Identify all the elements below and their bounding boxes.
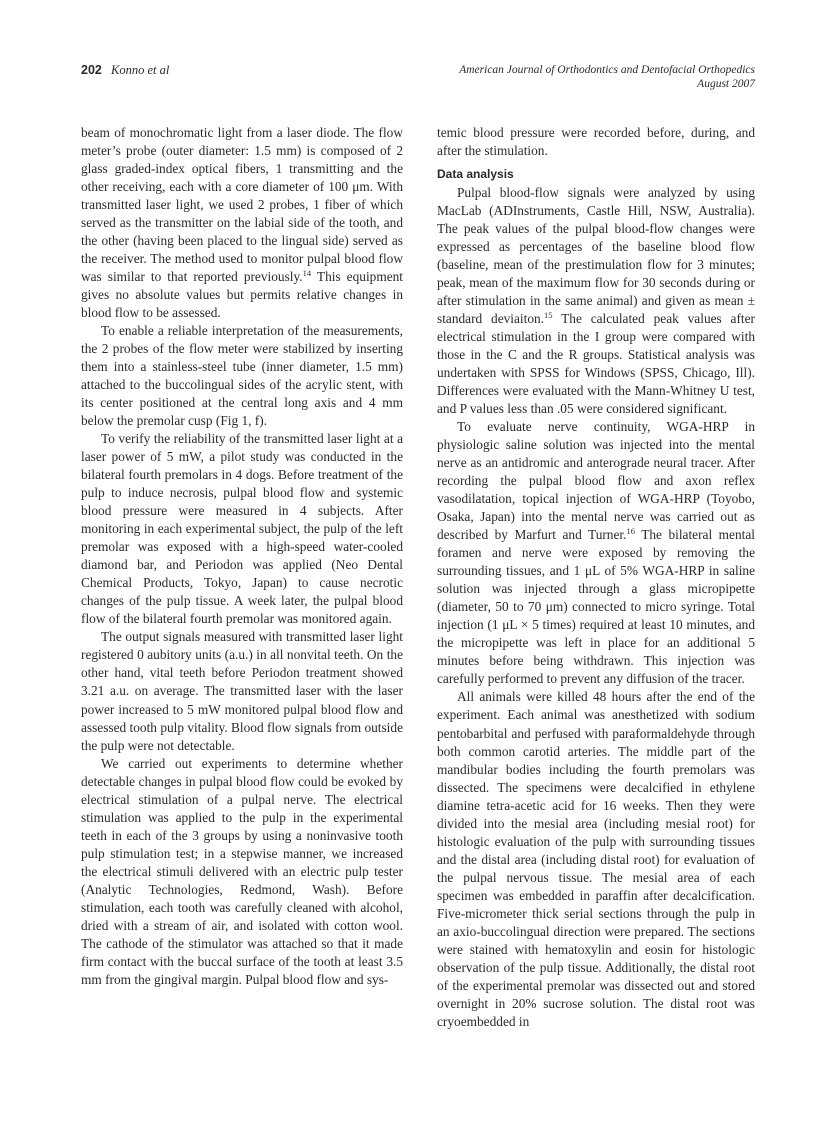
paragraph-data-analysis: Pulpal blood-flow signals were analyzed by using MacLab (ADInstruments, Castle Hill, NSW, Australia). The peak values of the pulpal blood-flow changes were expressed as percentages of the baseline blood flow (baseline, mean of the prestimulation flow for 3 minutes; peak, mean of the maximum flow for 30 seconds during or after stimulation in the same animal) and given as mean ± standard deviaiton.$^{15}$ The calculated peak values after electrical stimulation in the I group were compared with those in the C and the R groups. Statistical analysis was undertaken with SPSS for Windows (SPSS, Chicago, Ill). Differences were evaluated with the Mann-Whitney U test, and P values less than .05 were considered significant.	[437, 185, 755, 417]
running-header-left	[81, 63, 169, 78]
running-author: Konno et al	[110, 63, 170, 77]
paragraph-electrical-stimulation: We carried out experiments to determine whether detectable changes in pulpal blood flow could be evoked by electrical stimulation of a pulpal nerve. The electrical stimulation was applied to the pulp in the experimental teeth in each of the 3 groups by using a noninvasive tooth pulp stimulation test; in a stepwise manner, we increased the electrical stimuli delivered with an electric pulp tester (Analytic Technologies, Redmond, Wash). Before stimulation, each tooth was carefully cleaned with alcohol, dried with a stream of air, and isolated with cotton wool. The cathode of the stimulator was attached so that it made firm contact with the buccal surface of the tooth at least 3.5 mm from the gingival margin. Pulpal blood flow and sys-	[81, 755, 403, 987]
citation-14: 14	[302, 268, 312, 279]
paragraph-histology: All animals were killed 48 hours after the end of the experiment. Each animal was anesthetized with sodium pentobarbital and perfused with paraformaldehyde through both common carotid arteries. The middle part of the mandibular bodies including the fourth premolars was dissected. The specimens were decalcified in ethylene diamine tetra-acetic acid for 16 weeks. Then they were divided into the mesial area (including mesial root) for histologic evaluation of the pulp with surrounding tissues and the distal area (including distal root) for evaluation of the pulpal nervous tissue. The mesial area of each specimen was embedded in paraffin after decalcification. Five-micrometer thick serial sections through the pulp in an axio-buccolingual direction were prepared. The sections were stained with hematoxylin and eosin for histologic observation of the pulp tissue. Additionally, the distal root of the experimental premolar was dissected out and stored overnight in 20% sucrose solution. The distal root was cryoembedded in	[437, 689, 755, 1029]
right-column	[437, 124, 755, 1031]
journal-name: American Journal of Orthodontics and Dentofacial Orthopedics	[459, 64, 755, 76]
paragraph-output-signals: The output signals measured with transmitted laser light registered 0 aubitory units (a.u.) in all nonvital teeth. On the other hand, vital teeth before Periodon treatment showed 3.21 a.u. on average. The transmitted laser with the laser power increased to 5 mW monitored pulpal blood flow and assessed tooth pulp vitality. Blood flow signals from outside the pulp were not detectable.	[81, 629, 403, 753]
section-heading-data-analysis: Data analysis	[437, 167, 514, 182]
citation-16: 16	[626, 526, 635, 537]
paragraph-pilot-study: To verify the reliability of the transmitted laser light at a laser power of 5 mW, a pilot study was conducted in the bilateral fourth premolars in 4 dogs. Before treatment of the pulp to induce necrosis, pulpal blood flow and systemic blood pressure were measured in 4 subjects. After monitoring in each experimental subject, the pulp of the left premolar was exposed with a high-speed water-cooled diamond bar, and Periodon was applied (Neo Dental Chemical Products, Tokyo, Japan) to cause necrotic changes of the pulp tissue. A week later, the pulpal blood flow of the bilateral fourth premolar was monitored again.	[81, 431, 403, 627]
running-header-right	[459, 63, 755, 91]
issue-date: August 2007	[697, 78, 755, 90]
paragraph-probe-description: beam of monochromatic light from a laser diode. The flow meter’s probe (outer diameter: 1.5 mm) is composed of 2 glass graded-index optical fibers, 1 transmitting and the other receiving, each with a core diameter of 100 μm. With transmitted laser light, we used 2 probes, 1 fiber of which served as the transmitter on the labial side of the tooth, and the other (having been placed to the lingual side) served as the receiver. The method used to monitor pulpal blood flow was similar to that reported previously.$^{14}$ This equipment gives no absolute values but permits relative changes in blood flow to be assessed.	[81, 125, 403, 321]
page-number: 202	[81, 63, 102, 77]
paragraph-probe-stabilization: To enable a reliable interpretation of the measurements, the 2 probes of the flow meter were stabilized by inserting them into a stainless-steel tube (inner diameter, 1.5 mm) attached to the buccolingual sides of the acrylic stent, with its center positioned at the central long axis and 4 mm below the premolar cusp (Fig 1, f).	[81, 323, 403, 429]
citation-15: 15	[544, 310, 553, 321]
left-column	[81, 124, 403, 989]
paragraph-nerve-continuity: To evaluate nerve continuity, WGA-HRP in physiologic saline solution was injected into the mental nerve as an antidromic and anterograde neural tracer. After recording the pulpal blood flow and axon reflex vasodilatation, topical injection of WGA-HRP (Toyobo, Osaka, Japan) into the mental nerve was carried out as described by Marfurt and Turner.$^{16}$ The bilateral mental foramen and nerve were exposed by removing the surrounding tissues, and 1 μL of 5% WGA-HRP in saline solution was injected through a glass micropipette (diameter, 50 to 70 μm) connected to micro syringe. Total injection (1 μL × 5 times) required at least 10 minutes, and the micropipette was left in place for an additional 5 minutes before being withdrawn. This injection was carefully performed to prevent any diffusion of the tracer.	[437, 419, 755, 687]
paragraph-continuation: temic blood pressure were recorded before, during, and after the stimulation.	[437, 125, 755, 159]
